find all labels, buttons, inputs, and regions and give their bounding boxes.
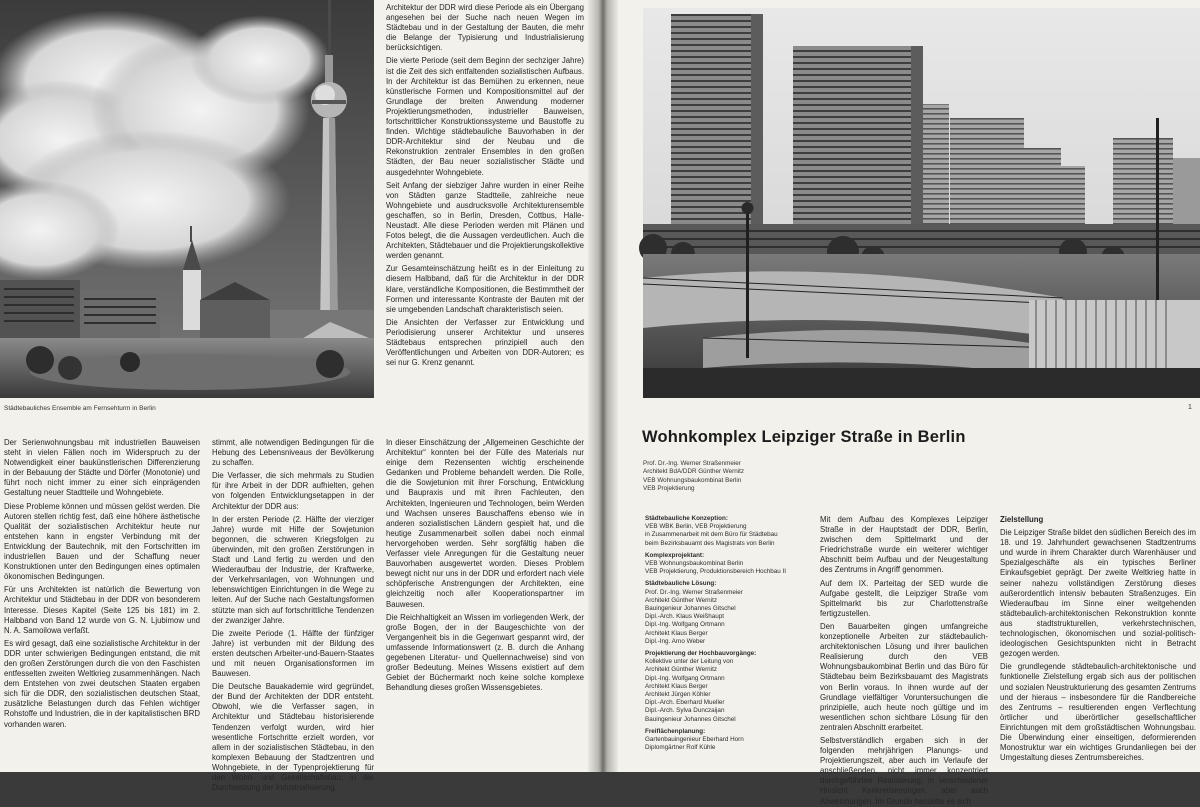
book-gutter (588, 0, 618, 772)
credit-line: VEB WBK Berlin, VEB Projektierung (645, 523, 747, 531)
paragraph: Auf dem IX. Parteitag der SED wurde die Aufgabe gestellt, die Leipziger Straße vom Spittelmarkt bis zur Charlottenstraße fertigzustellen. (820, 578, 988, 618)
left-top-right-column (386, 3, 584, 433)
credit-line: Dipl.-Ing. Arno Weber (645, 637, 706, 645)
credit-line: Dipl.-Arch. Klaus Weißhaupt (645, 613, 724, 621)
paragraph: Die Verfasser, die sich mehrmals zu Studien für ihre Arbeit in der DDR aufhielten, gehen von folgenden Entwicklungsetappen in der Architektur der DDR aus: (212, 471, 374, 511)
credit-line: Architekt Klaus Berger (645, 629, 708, 637)
paragraph: Es wird gesagt, daß eine sozialistische Architektur in der DDR unter schwierigen Bedingungen entstand, die mit den großen Zerstörungen durch die von den Faschisten entfesselten zweiten Weltkrieg zusammenhängen. Nach dem Entstehen von zwei deutschen Staaten ergaben sich für die DDR, den sozialistischen deutschen Staat, zusätzliche Belastungen durch das Fehlen wichtiger Rohstoffe und Industrien, die in der kapitalistischen BRD vorhanden waren. (4, 638, 200, 729)
project-credits-column (645, 515, 807, 772)
paragraph: Die Leipziger Straße bildet den südlichen Bereich des im 18. und 19. Jahrhundert gewachsenen Stadtzentrums und wurde in ihrem Charakter durch Warenhäuser und Spezialgeschäfte als ein typisches Berliner Einkaufsgebiet geprägt. Der zweite Weltkrieg hatte in seiner nahezu vollständigen Zerstörung dieses außerordentlich intensiv bebauten Straßenzuges. Ein Wiederaufbau im Sinne einer weitgehenden städtebaulich-architektonischen Rekonstruktion konnte aus stadtstrukturellen, verkehrstechnischen, technologischen, ökonomischen und sozial-politisch-ideologischen Gesichtspunkten nicht in Betracht gezogen werden. (1000, 528, 1196, 659)
paragraph: Die zweite Periode (1. Hälfte der fünfziger Jahre) ist verbunden mit der Bildung des ersten deutschen Arbeiter-und-Bauern-Staates und mit neuen Organisationsformen im Bauwesen. (212, 628, 374, 679)
paragraph: Den Bauarbeiten gingen umfangreiche konzeptionelle Arbeiten zur städtebaulich-architektonischen Lösung und ihrer baulichen Realisierung durch den VEB Wohnungsbaukombinat Berlin und das Büro für Städtebau beim Bezirksbauamt des Magistrats von Berlin voraus. In ihnen wurde auf der Grundlage vielfältiger Voruntersuchungen die prinzipielle, auch heute noch gültige und im wesentlichen schon sichtbare Lösung für den zentralen Abschnitt erarbeitet. (820, 621, 988, 732)
article-title: Wohnkomplex Leipziger Straße in Berlin (642, 428, 966, 446)
paragraph: stimmt, alle notwendigen Bedingungen für die Hebung des Lebensniveaus der Bevölkerung zu schaffen. (212, 438, 374, 468)
paragraph: Die grundlegende städtebaulich-architektonische und funktionelle Zielstellung ergab sich aus der politischen und sozialen Neustrukturierung des gesamten Zentrums und der hieraus – insbesondere für die Randbereiche des Zentrums – resultierenden engen Verflechtung örtlicher und überörtlicher gesellschaftlicher Einrichtungen mit dem großstädtischen Wohnungsbau. Die Überwindung einer einseitigen, deformierenden Monostruktur war ein wichtiges Grundanliegen bei der Umgestaltung dieses Zentrumsbereiches. (1000, 662, 1196, 763)
paragraph: Architektur der DDR wird diese Periode als ein Übergang angesehen bei der Suche nach neuen Wegen im Städtebau und in der Gestaltung der Bauten, die mehr die Belange der Typisierung und Industrialisierung berücksichtigen. (386, 3, 584, 53)
paragraph: Die vierte Periode (seit dem Beginn der sechziger Jahre) ist die Zeit des sich entfaltenden sozialistischen Aufbaus. In der Architektur ist das Bemühen zu erkennen, neue künstlerische Formen und Kompositionsmittel auf der Grundlage der breiten Anwendung moderner Projektierungsmethoden, industrieller Bauweisen, fortschrittlicher Konstruktionssysteme und Baustoffe zu finden. Wichtige städtebauliche Bauvorhaben in der DDR-Architektur sind der Neubau und die Rekonstruktion zentraler Ensembles in den großen Städten, der Bau neuer sozialistischer Städte und ausgedehnter Wohngebiete. (386, 56, 584, 177)
credit-line: Dipl.-Arch. Sylva Dunczaijan (645, 707, 725, 715)
credit-line: Kollektive unter der Leitung von (645, 658, 734, 666)
credit-line: Bauingenieur Johannes Gitschel (645, 715, 736, 723)
credit-line: Prof. Dr.-Ing. Werner Straßenmeier (643, 460, 741, 467)
credit-line: Architekt Jürgen Köhler (645, 691, 711, 699)
credits-heading: Freiflächenplanung: (645, 727, 706, 735)
paragraph: Seit Anfang der siebziger Jahre wurden in einer Reihe von Städten ganze Stadtteile, zahlreiche neue Wohngebiete und ausdrucksvolle Architekturensemble geschaffen, so in Berlin, Dresden, Cottbus, Halle-Neustadt. Alle diese Perioden werden mit Plänen und Fotos belegt, die die Aussagen verdeutlichen. Auch die Architekten, Städtebauer und die Projektierungskollektive werden genannt. (386, 180, 584, 261)
right-column-2 (820, 515, 988, 806)
page-number: 1 (1188, 404, 1192, 411)
paragraph: Für uns Architekten ist natürlich die Bewertung von Architektur und Städtebau in der DDR von besonderem Interesse. Dieses Kapitel (Seite 125 bis 181) im 2. Halbband von Band 12 wurde von G. N. Ljubimow und N. A. Samoilowa verfaßt. (4, 585, 200, 635)
credit-line: Dipl.-Arch. Eberhard Mueller (645, 699, 725, 707)
credit-line: in Zusammenarbeit mit dem Büro für Städtebau (645, 531, 778, 539)
credits-heading: Projektierung der Hochbauvorgänge: (645, 650, 757, 658)
photo-caption: Städtebauliches Ensemble am Fernsehturm in Berlin (4, 405, 156, 412)
credit-line: VEB Projektierung (643, 485, 695, 493)
paragraph: Selbstverständlich ergaben sich in der folgenden mehrjährigen Planungs- und Projektierungszeit, aber auch im Verlaufe der anschließenden, nicht immer konzentriert durchgeführten Realisierung, in verschiedener Hinsicht Konkretisierungen, aber auch Abweichungen. Im Grunde handelte es sich (820, 735, 988, 806)
paragraph: In der ersten Periode (2. Hälfte der vierziger Jahre) wurde mit Hilfe der Sowjetunion begonnen, die schweren Kriegsfolgen zu überwinden, mit den großen Zerstörungen in Stadt und Land fertig zu werden und den Wiederaufbau der Industrie, der Kraftwerke, der Verkehrsanlagen, von Wohnungen und lebenswichtigen Einrichtungen in die Wege zu leiten. Auf der Suche nach Gestaltungsformen stützte man sich auf fortschrittliche Tendenzen der zwanziger Jahre. (212, 514, 374, 625)
credit-line: Architekt Günther Wernitz (645, 666, 717, 674)
paragraph: In dieser Einschätzung der „Allgemeinen Geschichte der Architektur“ konnten bei der Fülle des Materials nur einige dem Rezensenten wichtig erscheinende Gedanken und Probleme behandelt werden. Die Rolle, die die Sowjetunion mit ihrer Forschung, Entwicklung und Baupraxis und mit ihren Fachleuten, den Architekten, Ingenieuren und Technologen, beim Werden und Wachsen unseres Bauschaffens ebenso wie in anderen sozialistischen Ländern gespielt hat, und die heutige Zusammenarbeit sollen dabei noch einmal hervorgehoben werden. Sehr sorgfältig haben die Verfasser viele Anregungen für die Gestaltung neuer Bauvorhaben ausgewertet worden. Dieses Problem bewegt nicht nur uns in der DDR und erfordert nach viele schöpferische Anstrengungen der Architekten, eine gleichzeitig noch aller Kooperationspartner im Bauwesen. (386, 438, 584, 609)
credit-line: Architekt BdA/DDR Günther Wernitz (643, 468, 745, 476)
credit-line: VEB Wohnungsbaukombinat Berlin (645, 560, 744, 568)
right-column-3 (1000, 515, 1196, 772)
author-credits (643, 460, 903, 494)
credit-line: Bauingenieur Johannes Gitschel (645, 605, 736, 613)
paragraph: Diese Probleme können und müssen gelöst werden. Die Autoren stellen richtig fest, daß eine höhere ästhetische Qualität der sozialistischen Architektur heute nur entstehen kann in engster Verbindung mit der Entwicklung der Bautechnik, mit den Fortschritten im industriellen Bauen und der Schaffung neuer Konstruktionen unter den Bedingungen eines optimalen ökonomischen Bedingungen. (4, 501, 200, 582)
credit-line: VEB Projektierung, Produktionsbereich Hochbau II (645, 568, 787, 576)
credit-line: VEB Wohnungsbaukombinat Berlin (643, 476, 742, 484)
credit-line: Dipl.-Ing. Wolfgang Ortmann (645, 621, 725, 629)
credit-line: Diplomgärtner Rolf Kühle (645, 744, 716, 752)
credits-heading: Städtebauliche Konzeption: (645, 515, 728, 522)
left-column-3 (386, 438, 584, 772)
credit-line: Architekt Günther Wernitz (645, 596, 717, 604)
paragraph: Die Ansichten der Verfasser zur Entwicklung und Periodisierung unserer Architektur und unseres Städtebaus entsprechen prinzipiell auch den Veröffentlichungen und Arbeiten von DDR-Autoren; es sei nur G. Krenz genannt. (386, 317, 584, 368)
paragraph: Die Deutsche Bauakademie wird gegründet, der Bund der Architekten der DDR entsteht. Obwohl, wie die Verfasser sagen, in Architektur und Städtebau historisierende Tendenzen verfolgt wurden, wird hier wesentliche Fortschritte erzielt worden, vor allem in der sozialistischen Städtebau, in den komplexen Bebauung der Stadtzentren und Wohngebiete, in der Typenprojektierung für den Wohn- und Gesellschaftsbau, in der Durchsetzung der Industrialisierung. (212, 682, 374, 793)
leipziger-strasse-photo (643, 8, 1200, 398)
tv-tower-photo (0, 0, 374, 398)
paragraph: Der Serienwohnungsbau mit industriellen Bauweisen steht in vielen Fällen noch im Widerspruch zu der Notwendigkeit einer baukünstlerischen Differenzierung in der Bebauung der Städte und Dörfer (Monotonie) und führt noch nicht immer zu einer sich einprägenden Gestaltung neuer Stadtteile und Wohngebiete. (4, 438, 200, 498)
credit-line: Prof. Dr.-Ing. Werner Straßenmeier (645, 588, 743, 596)
left-column-2 (212, 438, 374, 793)
paragraph: Die Reichhaltigkeit an Wissen im vorliegenden Werk, der große Bogen, der in der Baugeschichte von der Vergangenheit bis in die Gegenwart gespannt wird, der umfassende Informationswert (z. B. durch die Anhang gegebenen Literatur- und Quellennachweise) sind von großer Bedeutung. Meines Wissens existiert auf dem Gebiet der Büchermarkt noch keine solche komplexe Behandlung dieses großen Wissensgebietes. (386, 612, 584, 693)
left-column-1 (4, 438, 200, 772)
credits-heading: Städtebauliche Lösung: (645, 580, 717, 588)
paragraph: Zur Gesamteinschätzung heißt es in der Einleitung zu diesem Halbband, daß für die Architektur in der DDR klare, verständliche Kompositionen, die Bestimmtheit der Formen und interessante Kontraste der Bauten mit der sie umgebenden Landschaft charakteristisch seien. (386, 264, 584, 314)
credits-heading: Komplexprojektant: (645, 551, 705, 559)
credit-line: beim Bezirksbauamt des Magistrats von Berlin (645, 539, 775, 547)
paragraph: Mit dem Aufbau des Komplexes Leipziger Straße in der Hauptstadt der DDR, Berlin, zwischen dem Spittelmarkt und der Friedrichstraße wurde ein weiterer wichtiger Abschnitt beim Aufbau und der Neugestaltung des Zentrums in Angriff genommen. (820, 515, 988, 575)
section-heading: Zielstellung (1000, 515, 1044, 524)
credit-line: Gartenbauingenieur Eberhard Horn (645, 736, 744, 744)
credit-line: Dipl.-Ing. Wolfgang Ortmann (645, 674, 725, 682)
credit-line: Architekt Klaus Berger (645, 682, 708, 690)
